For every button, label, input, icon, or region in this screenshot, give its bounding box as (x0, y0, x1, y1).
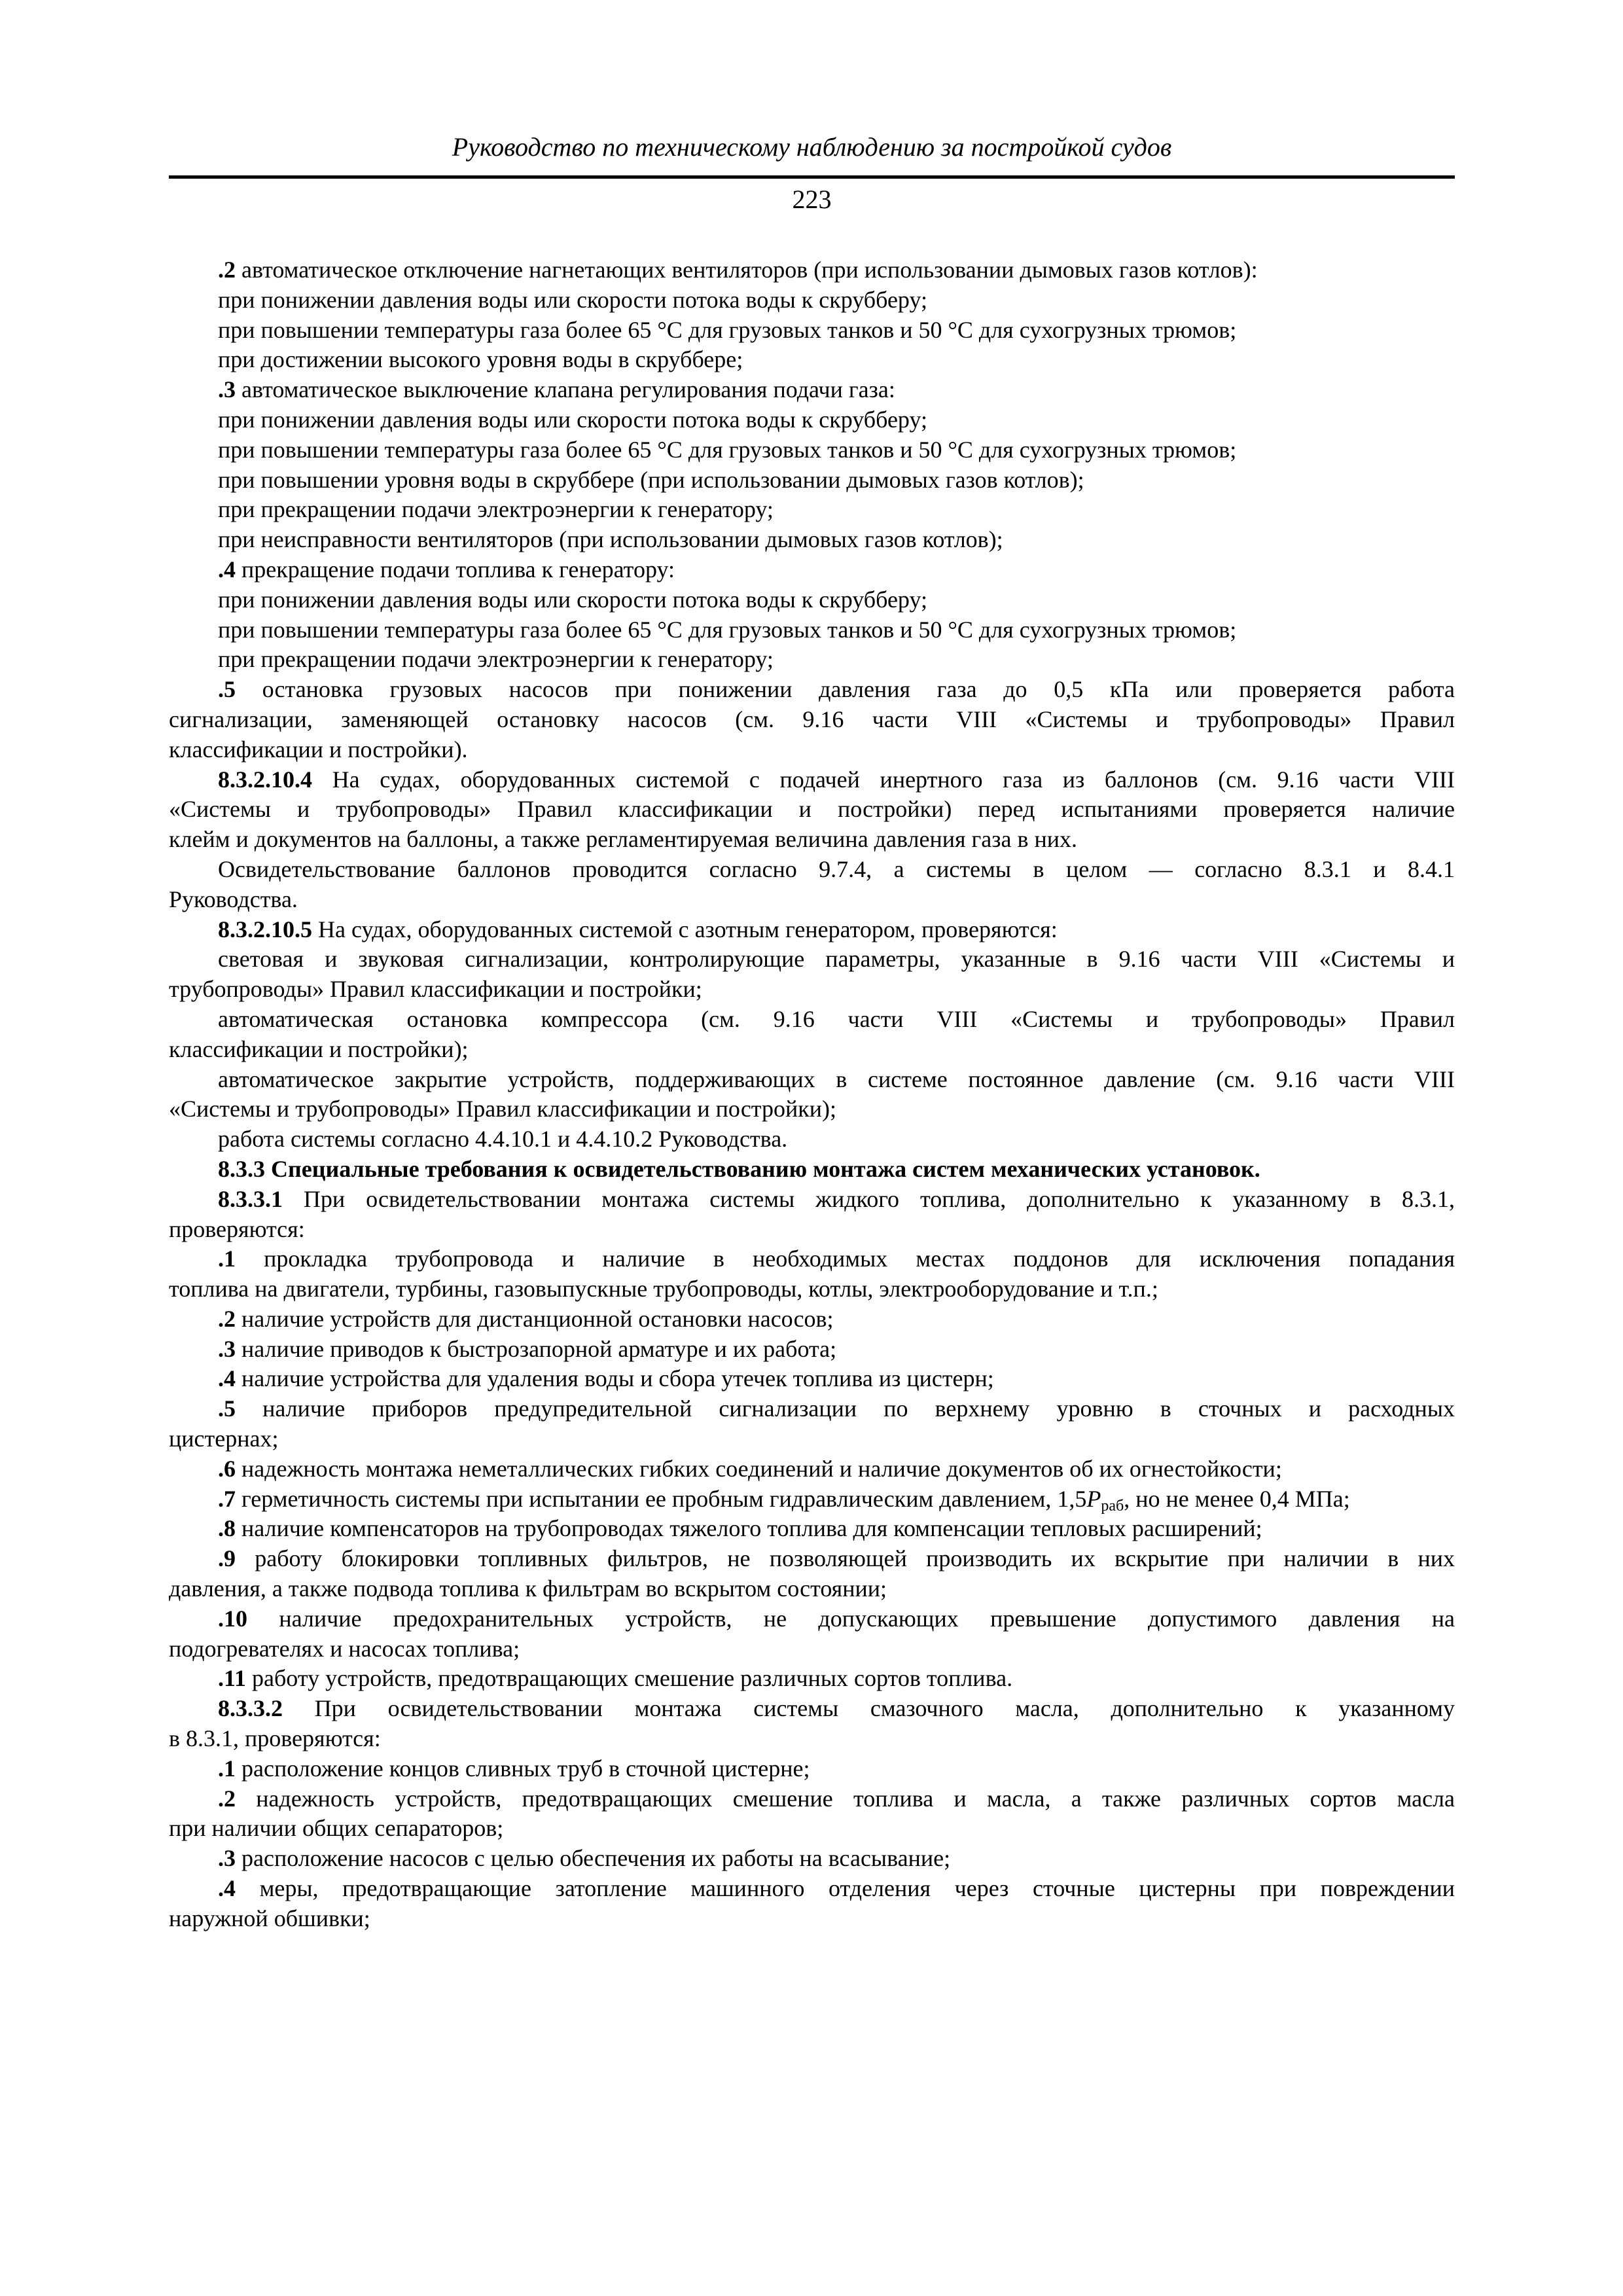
text-line (169, 465, 1455, 495)
header-rule (169, 175, 1455, 179)
running-header: Руководство по техническому наблюдению за постройкой судов (452, 132, 1172, 162)
text-line (169, 765, 1455, 795)
line-text: наружной обшивки; (169, 1905, 370, 1931)
line-text: подогревателях и насосах топлива; (169, 1635, 520, 1662)
text-line (169, 1694, 1455, 1724)
item-number: .3 (218, 1845, 236, 1872)
text-line (169, 1274, 1455, 1304)
line-text: при повышении температуры газа более 65 °С для грузовых танков и 50 °С для сухогрузных трюмов; (218, 316, 1237, 343)
item-number: 8.3.2.10.5 (218, 916, 312, 942)
line-text: классификации и постройки); (169, 1035, 469, 1062)
item-number: .2 (218, 257, 236, 283)
item-number: .11 (218, 1665, 247, 1692)
text-line (169, 555, 1455, 585)
text-line (169, 315, 1455, 346)
document-body (169, 255, 1455, 1934)
line-text: автоматическое выключение клапана регулирования подачи газа: (236, 376, 895, 403)
line-text: «Системы и трубопроводы» Правил классификации и постройки); (169, 1096, 836, 1122)
text-line (169, 1215, 1455, 1245)
text-line (169, 705, 1455, 735)
line-text: работу блокировки топливных фильтров, не позволяющей производить их вскрытие при наличии в них (236, 1545, 1455, 1572)
line-text: автоматическое закрытие устройств, поддерживающих в системе постоянное давление (см. 9.16 части VIII (218, 1066, 1455, 1092)
line-text: остановка грузовых насосов при понижении давления газа до 0,5 кПа или проверяется работа (236, 676, 1455, 703)
item-number: .5 (218, 676, 236, 703)
item-number: .2 (218, 1305, 236, 1332)
item-number: .2 (218, 1785, 236, 1812)
item-number: 8.3.3.2 (218, 1695, 283, 1722)
text-line (169, 255, 1455, 285)
line-text: классификации и постройки). (169, 736, 468, 762)
text-line (169, 1874, 1455, 1904)
text-line (169, 855, 1455, 885)
line-text: наличие устройства для удаления воды и сбора утечек топлива из цистерн; (236, 1365, 994, 1392)
item-number: 8.3.2.10.4 (218, 766, 312, 793)
item-number: .8 (218, 1515, 236, 1542)
text-line (169, 1784, 1455, 1814)
line-text: автоматическая остановка компрессора (см. 9.16 части VIII «Системы и трубопроводы» Правил (218, 1005, 1455, 1032)
text-line (169, 1814, 1455, 1844)
line-text: работу устройств, предотвращающих смешение различных сортов топлива. (246, 1665, 1013, 1692)
text-line (169, 1005, 1455, 1035)
text-line (169, 795, 1455, 825)
text-line (169, 1094, 1455, 1124)
item-number: .7 (218, 1485, 236, 1512)
text-line (169, 1754, 1455, 1784)
text-line (169, 645, 1455, 675)
text-line (169, 1574, 1455, 1604)
item-number: .1 (218, 1755, 236, 1782)
text-line (169, 1904, 1455, 1934)
line-text: при повышении температуры газа более 65 °С для грузовых танков и 50 °С для сухогрузных трюмов; (218, 436, 1237, 463)
line-text: наличие приводов к быстрозапорной арматуре и их работа; (236, 1335, 837, 1362)
page-number: 223 (792, 185, 832, 214)
line-text: при неисправности вентиляторов (при использовании дымовых газов котлов); (218, 526, 1003, 553)
text-line (169, 1544, 1455, 1574)
item-number: .1 (218, 1246, 236, 1272)
text-line (169, 975, 1455, 1005)
text-line (169, 1035, 1455, 1065)
text-line (169, 1065, 1455, 1095)
line-text: сигнализации, заменяющей остановку насосов (см. 9.16 части VIII «Системы и трубопроводы» Правил (169, 706, 1455, 732)
item-number: .9 (218, 1545, 236, 1572)
text-line (169, 375, 1455, 405)
line-text: наличие устройств для дистанционной остановки насосов; (236, 1305, 834, 1332)
text-line (169, 1604, 1455, 1634)
line-text: Освидетельствование баллонов проводится согласно 9.7.4, а системы в целом — согласно 8.3.1 и 8.4.1 (218, 855, 1455, 882)
line-text: меры, предотвращающие затопление машинного отделения через сточные цистерны при повреждении (236, 1875, 1455, 1902)
text-line (169, 1335, 1455, 1365)
line-text: расположение концов сливных труб в сточной цистерне; (236, 1755, 810, 1782)
line-text: При освидетельствовании монтажа системы жидкого топлива, дополнительно к указанному в 8.3.1, (283, 1185, 1455, 1212)
line-text: прекращение подачи топлива к генератору: (236, 556, 675, 583)
text-line (169, 585, 1455, 615)
item-number: .10 (218, 1605, 247, 1632)
pressure-symbol: P (1086, 1485, 1101, 1512)
line-text: расположение насосов с целью обеспечения их работы на всасывание; (236, 1845, 951, 1872)
text-line (169, 1724, 1455, 1754)
item-number: .4 (218, 1365, 236, 1392)
line-text: наличие компенсаторов на трубопроводах тяжелого топлива для компенсации тепловых расширений; (236, 1515, 1262, 1542)
text-line (169, 1304, 1455, 1335)
text-line (169, 405, 1455, 435)
line-text: цистернах; (169, 1426, 279, 1452)
text-line (169, 915, 1455, 945)
item-number: .6 (218, 1455, 236, 1482)
text-line (169, 1124, 1455, 1155)
text-line (169, 435, 1455, 465)
text-line (169, 1424, 1455, 1454)
text-line (169, 1664, 1455, 1694)
text-line (169, 1394, 1455, 1424)
text-line (169, 735, 1455, 765)
line-text: топлива на двигатели, турбины, газовыпускные трубопроводы, котлы, электрооборудование и т.п.; (169, 1276, 1158, 1302)
line-text: При освидетельствовании монтажа системы смазочного масла, дополнительно к указанному (283, 1695, 1455, 1722)
text-line (169, 944, 1455, 975)
line-text: при понижении давления воды или скорости потока воды к скрубберу; (218, 406, 927, 433)
item-number: .3 (218, 376, 236, 403)
text-line (169, 825, 1455, 855)
line-text: трубопроводы» Правил классификации и постройки; (169, 976, 702, 1003)
text-line (169, 1844, 1455, 1874)
text-line (169, 285, 1455, 315)
line-text: На судах, оборудованных системой с азотным генератором, проверяются: (312, 916, 1058, 942)
item-number: .4 (218, 556, 236, 583)
text-line (169, 1185, 1455, 1215)
line-text: при достижении высокого уровня воды в скруббере; (218, 346, 743, 373)
line-text: Руководства. (169, 886, 298, 912)
text-line (169, 675, 1455, 705)
line-text: клейм и документов на баллоны, а также регламентируемая величина давления газа в них. (169, 826, 1078, 853)
line-text-end: , но не менее 0,4 МПа; (1124, 1485, 1350, 1512)
line-text: при повышении уровня воды в скруббере (при использовании дымовых газов котлов); (218, 466, 1084, 493)
text-line (169, 1514, 1455, 1544)
line-text: в 8.3.1, проверяются: (169, 1725, 381, 1752)
text-line (169, 1155, 1455, 1185)
line-text: при прекращении подачи электроэнергии к генератору; (218, 646, 774, 673)
line-text: световая и звуковая сигнализации, контролирующие параметры, указанные в 9.16 части VIII «Системы и (218, 946, 1455, 973)
section-heading: 8.3.3 Специальные требования к освидетельствованию монтажа систем механических установок. (218, 1155, 1260, 1182)
line-text: наличие предохранительных устройств, не допускающих превышение допустимого давления на (247, 1605, 1455, 1632)
line-text: прокладка трубопровода и наличие в необходимых местах поддонов для исключения попадания (236, 1246, 1455, 1272)
line-text: при понижении давления воды или скорости потока воды к скрубберу; (218, 286, 927, 313)
line-text: работа системы согласно 4.4.10.1 и 4.4.10.2 Руководства. (218, 1126, 788, 1153)
item-number: .3 (218, 1335, 236, 1362)
line-text: при понижении давления воды или скорости потока воды к скрубберу; (218, 586, 927, 613)
item-number: .4 (218, 1875, 236, 1902)
line-text: «Системы и трубопроводы» Правил классификации и постройки) перед испытаниями проверяется наличие (169, 796, 1455, 823)
line-text: наличие приборов предупредительной сигнализации по верхнему уровню в сточных и расходных (236, 1395, 1455, 1422)
text-line (169, 345, 1455, 375)
text-line (169, 1364, 1455, 1394)
line-text: проверяются: (169, 1215, 305, 1242)
line-text: На судах, оборудованных системой с подачей инертного газа из баллонов (см. 9.16 части VIII (312, 766, 1455, 793)
line-text: надежность устройств, предотвращающих смешение топлива и масла, а также различных сортов масла (236, 1785, 1455, 1812)
line-text: надежность монтажа неметаллических гибких соединений и наличие документов об их огнестойкости; (236, 1455, 1282, 1482)
text-line (169, 885, 1455, 915)
line-text: автоматическое отключение нагнетающих вентиляторов (при использовании дымовых газов котлов): (236, 257, 1258, 283)
text-line (169, 1484, 1455, 1515)
text-line (169, 495, 1455, 525)
text-line (169, 1244, 1455, 1274)
text-line (169, 615, 1455, 645)
text-line (169, 1634, 1455, 1664)
item-number: .5 (218, 1395, 236, 1422)
text-line (169, 1454, 1455, 1484)
line-text: при наличии общих сепараторов; (169, 1815, 504, 1842)
item-number: 8.3.3.1 (218, 1185, 283, 1212)
line-text: давления, а также подвода топлива к фильтрам во вскрытом состоянии; (169, 1575, 887, 1602)
line-text: при прекращении подачи электроэнергии к генератору; (218, 496, 774, 523)
pressure-subscript: раб (1101, 1497, 1124, 1515)
text-line (169, 525, 1455, 555)
line-text: при повышении температуры газа более 65 °С для грузовых танков и 50 °С для сухогрузных трюмов; (218, 616, 1237, 643)
line-text: герметичность системы при испытании ее пробным гидравлическим давлением, 1,5 (236, 1485, 1087, 1512)
